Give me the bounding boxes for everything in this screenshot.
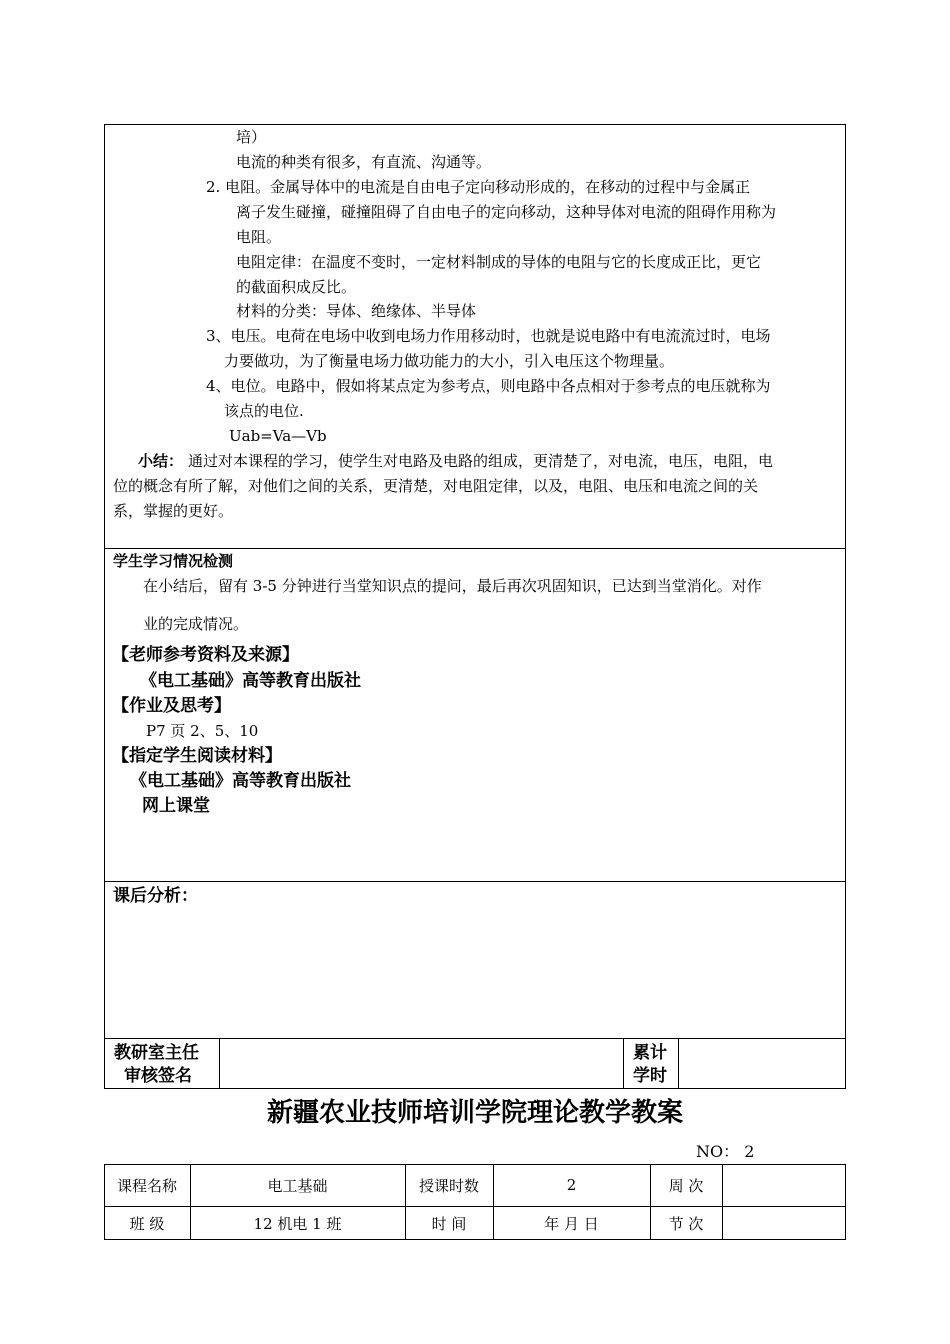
body-line: 离子发生碰撞，碰撞阻碍了自由电子的定向移动，这种导体对电流的阻碍作用称为 bbox=[236, 203, 777, 221]
body-line: 2. 电阻。金属导体中的电流是自由电子定向移动形成的，在移动的过程中与金属正 bbox=[206, 178, 751, 196]
cell-divider bbox=[678, 1038, 679, 1089]
summary-label: 小结： bbox=[138, 452, 184, 470]
time-label: 时 间 bbox=[431, 1214, 467, 1233]
cumulative-hours-label: 学时 bbox=[633, 1066, 667, 1086]
formula: Uab=Va—Vb bbox=[229, 427, 327, 445]
post-class-analysis-heading: 课后分析： bbox=[113, 886, 198, 906]
reading-heading: 【指定学生阅读材料】 bbox=[112, 746, 282, 766]
cumulative-hours-label: 累计 bbox=[633, 1043, 667, 1063]
body-line: 力要做功，为了衡量电场力做功能力的大小，引入电压这个物理量。 bbox=[224, 352, 675, 370]
body-line: 电流的种类有很多，有直流、沟通等。 bbox=[236, 153, 492, 171]
reference-heading: 【老师参考资料及来源】 bbox=[112, 645, 299, 665]
section-heading: 学生学习情况检测 bbox=[113, 552, 234, 570]
class-value: 12 机电 1 班 bbox=[253, 1214, 342, 1233]
date-value: 年 月 日 bbox=[544, 1214, 599, 1233]
course-name-label: 课程名称 bbox=[116, 1176, 177, 1195]
body-line: 该点的电位. bbox=[224, 402, 304, 420]
body-line: 材料的分类：导体、绝缘体、半导体 bbox=[236, 302, 477, 320]
body-line: 的截面积成反比。 bbox=[236, 278, 357, 296]
body-line: 业的完成情况。 bbox=[143, 615, 249, 633]
body-line: 电阻定律：在温度不变时，一定材料制成的导体的电阻与它的长度成正比，更它 bbox=[236, 253, 762, 271]
body-line: 培） bbox=[236, 128, 267, 146]
homework-item: P7 页 2、5、10 bbox=[146, 722, 259, 740]
section-divider bbox=[104, 1038, 846, 1039]
homework-heading: 【作业及思考】 bbox=[112, 696, 231, 716]
class-hours-value: 2 bbox=[566, 1176, 577, 1194]
page-title: 新疆农业技师培训学院理论教学教案 bbox=[266, 1098, 683, 1128]
body-line: 3、电压。电荷在电场中收到电场力作用移动时，也就是说电路中有电流流过时，电场 bbox=[206, 327, 771, 345]
section-divider bbox=[104, 548, 846, 549]
session-value bbox=[722, 1206, 846, 1240]
class-hours-label: 授课时数 bbox=[418, 1176, 479, 1195]
cell-divider bbox=[623, 1038, 624, 1089]
document-number: NO： 2 bbox=[696, 1142, 755, 1161]
summary-line: 通过对本课程的学习，使学生对电路及电路的组成，更清楚了，对电流，电压，电阻，电 bbox=[188, 452, 774, 470]
body-line: 4、电位。电路中，假如将某点定为参考点，则电路中各点相对于参考点的电压就称为 bbox=[206, 377, 771, 395]
cell-divider bbox=[219, 1038, 220, 1089]
session-label: 节 次 bbox=[668, 1214, 704, 1233]
director-signature-label: 审核签名 bbox=[124, 1066, 192, 1086]
section-divider bbox=[104, 881, 846, 882]
reference-item: 《电工基础》高等教育出版社 bbox=[140, 671, 361, 691]
reading-item: 网上课堂 bbox=[142, 796, 210, 816]
week-value bbox=[722, 1164, 846, 1206]
reading-item: 《电工基础》高等教育出版社 bbox=[130, 771, 351, 791]
summary-line: 位的概念有所了解，对他们之间的关系，更清楚，对电阻定律，以及，电阻、电压和电流之间的关 bbox=[113, 477, 759, 495]
director-signature-label: 教研室主任 bbox=[114, 1043, 199, 1063]
body-line: 在小结后，留有 3-5 分钟进行当堂知识点的提问，最后再次巩固知识，已达到当堂消化。对作 bbox=[143, 577, 762, 595]
summary-line: 系，掌握的更好。 bbox=[113, 502, 234, 520]
course-name-value: 电工基础 bbox=[267, 1176, 328, 1195]
week-label: 周 次 bbox=[668, 1176, 704, 1195]
body-line: 电阻。 bbox=[236, 228, 282, 246]
class-label: 班 级 bbox=[129, 1214, 165, 1233]
